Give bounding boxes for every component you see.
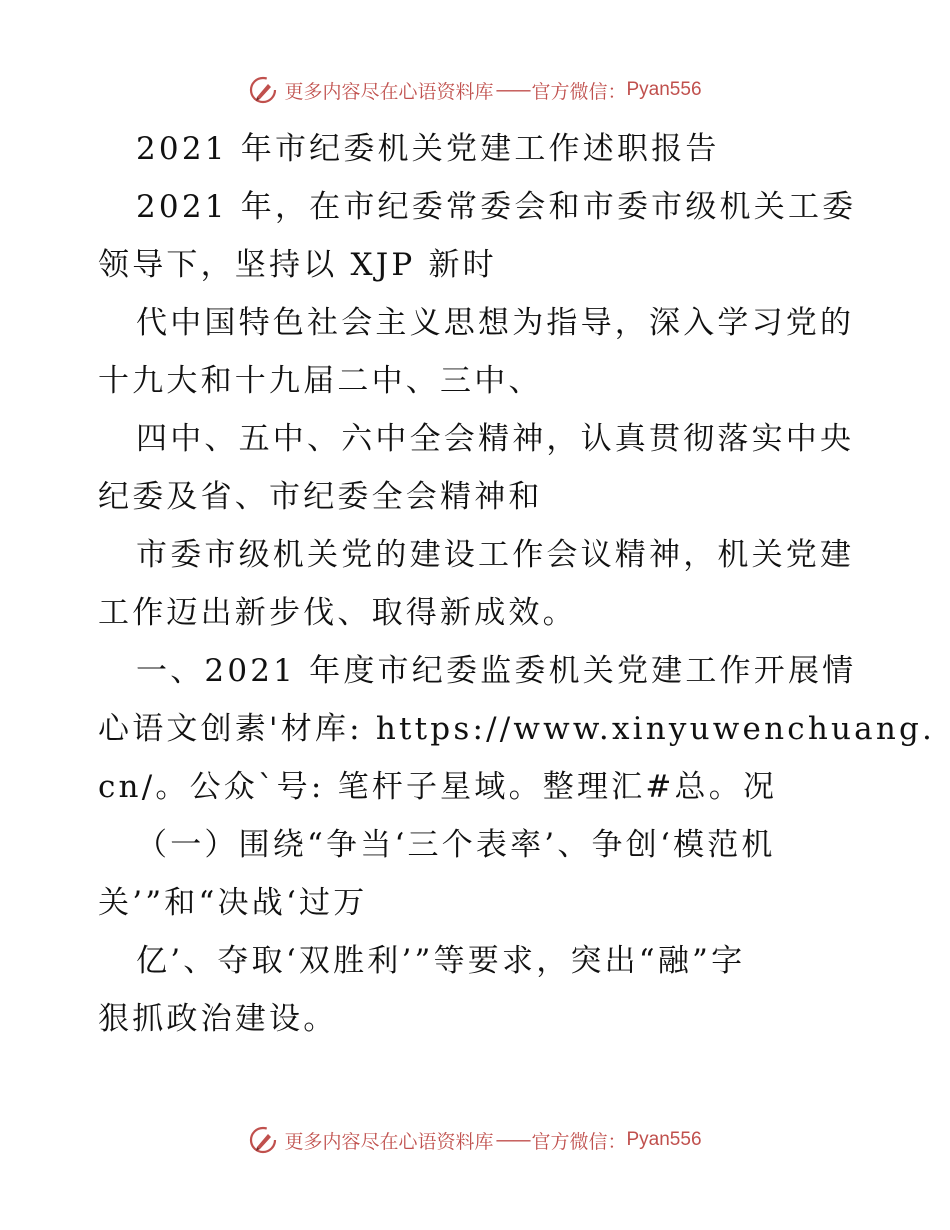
- pen-logo-icon: [248, 75, 278, 105]
- text-line: 狠抓政治建设。: [98, 1001, 338, 1037]
- text-line: 四中、五中、六中全会精神，认真贯彻落实中央: [136, 421, 855, 457]
- header-watermark: [0, 70, 950, 110]
- watermark-main-text: 更多内容尽在心语资料库: [284, 1130, 494, 1153]
- watermark-wechat-id: Pyan556: [626, 79, 702, 100]
- text-line: cn/。公众`号: 笔杆子星域。整理汇#总。况: [98, 769, 778, 805]
- watermark-main-text: 更多内容尽在心语资料库: [284, 80, 494, 103]
- watermark-wechat-label: 官方微信：: [531, 80, 627, 103]
- watermark-wechat-label: 官方微信：: [531, 1130, 627, 1153]
- text-line: 亿’、夺取‘双胜利’”等要求，突出“融”字: [136, 943, 746, 979]
- footer-watermark: [0, 1120, 950, 1160]
- document-title: 2021 年市纪委机关党建工作述职报告: [136, 131, 720, 167]
- watermark-wechat-id: Pyan556: [626, 1129, 702, 1150]
- document-body: [98, 120, 936, 1048]
- section-heading: 一、2021 年度市纪委监委机关党建工作开展情: [136, 653, 857, 689]
- text-line: 市委市级机关党的建设工作会议精神，机关党建: [136, 537, 855, 573]
- text-line: 工作迈出新步伐、取得新成效。: [98, 595, 577, 631]
- text-line: 代中国特色社会主义思想为指导，深入学习党的: [136, 305, 855, 341]
- text-line: 纪委及省、市纪委全会精神和: [98, 479, 543, 515]
- text-line: 2021 年，在市纪委常委会和市委市级机关工委: [136, 189, 857, 225]
- watermark-separator: ——: [495, 79, 530, 101]
- text-line: 十九大和十九届二中、三中、: [98, 363, 543, 399]
- text-line: 关’”和“决战‘过万: [98, 885, 368, 921]
- pen-logo-icon: [248, 1125, 278, 1155]
- text-line: 领导下，坚持以 XJP 新时: [98, 247, 497, 283]
- watermark-separator: ——: [495, 1129, 530, 1151]
- text-line: 心语文创素'材库: https://www.xinyuwenchuang.: [98, 711, 936, 747]
- subsection-heading: （一）围绕“争当‘三个表率’、争创‘模范机: [136, 827, 776, 863]
